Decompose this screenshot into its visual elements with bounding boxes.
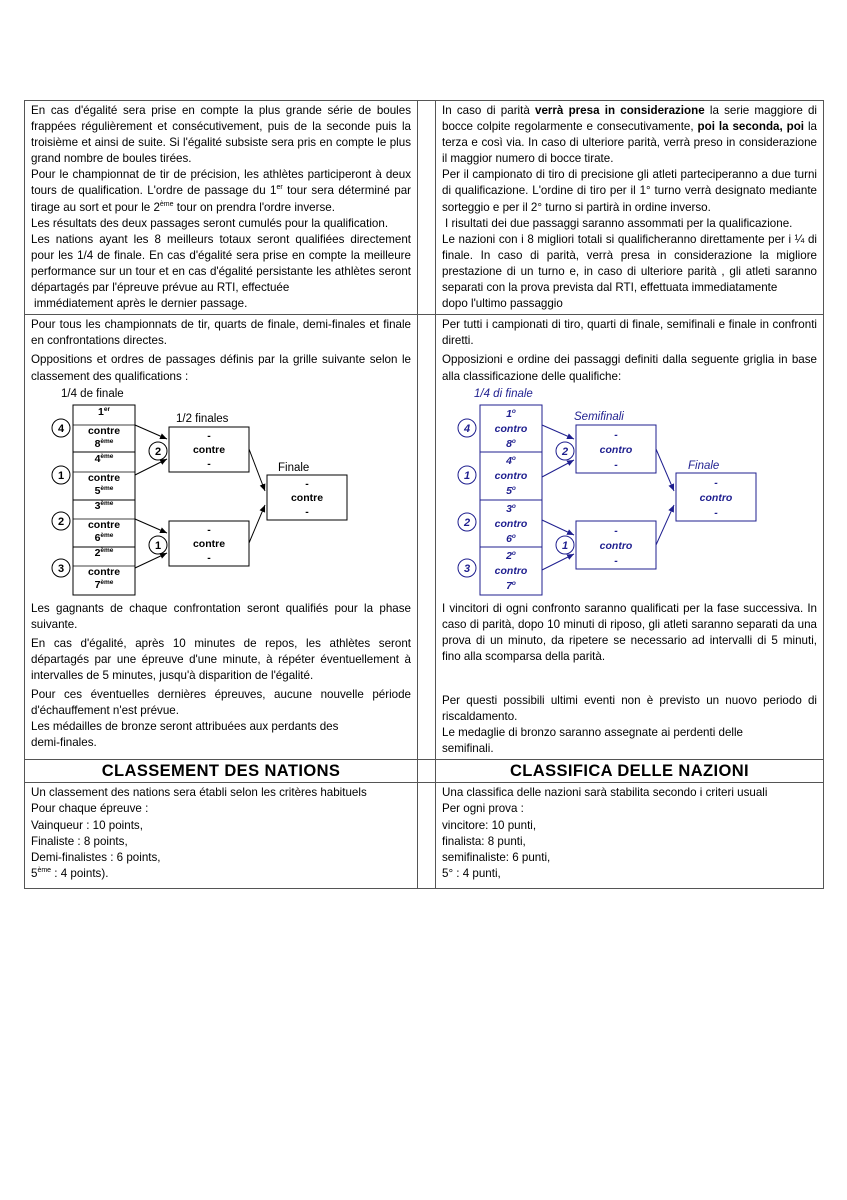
match-vs-label: contre	[87, 471, 121, 484]
match-vs-label: contre	[87, 518, 121, 531]
match-bottom-seed: 8	[506, 437, 512, 450]
match-vs-label: contro	[494, 564, 528, 577]
court-number: 1	[57, 469, 65, 482]
match-top-seed: 3	[506, 502, 512, 515]
match-bottom-suffix: o	[511, 579, 516, 587]
fr-bracket-cell	[25, 315, 418, 760]
court-number: 2	[154, 445, 162, 458]
fr-semifinal-1	[169, 427, 249, 472]
match-top-seed: 1	[98, 405, 104, 418]
dash-label: -	[305, 477, 309, 490]
match-bottom-suffix: o	[511, 532, 516, 540]
dash-label: -	[714, 476, 718, 489]
fr-bronze-text-end: demi-finales.	[31, 736, 97, 750]
match-vs-label: contro	[494, 469, 528, 482]
dash-label: -	[614, 554, 618, 567]
fr-semifinal-2	[169, 521, 249, 566]
dash-label: -	[614, 458, 618, 471]
it-final-title: Finale	[688, 459, 720, 472]
fr-section-heading: CLASSEMENT DES NATIONS	[25, 760, 418, 783]
match-bottom-seed: 5	[506, 484, 512, 497]
fr-ranking-semi: Demi-finalistes : 6 points,	[31, 850, 161, 864]
fr-cumulated-results-text: Les résultats des deux passages seront cumulés pour la qualification.	[31, 216, 389, 230]
fr-ranking-intro: Un classement des nations sera établi selon les critères habituels	[31, 786, 367, 800]
fr-semifinal-title: 1/2 finales	[176, 412, 229, 425]
fr-final-box	[267, 475, 347, 520]
fr-tie-rest-text: En cas d'égalité, après 10 minutes de repos, les athlètes seront départagés par une épreuve d'une minute, à répéter éventuellement à intervalles de 5 minutes, jusqu'à disparition de l'égalité.	[31, 636, 411, 682]
it-ranking-fifth: 5° : 4 punti,	[442, 866, 501, 880]
it-semifinal-2	[576, 521, 656, 569]
dash-label: -	[614, 428, 618, 441]
match-bottom-suffix: o	[511, 437, 516, 445]
it-direct-matches-text: Per tutti i campionati di tiro, quarti di finale, semifinali e finale in confronti diretti.	[442, 318, 817, 348]
fr-quarterfinal-qualification-text: Les nations ayant les 8 meilleurs totaux seront qualifiées directement pour les 1/4 de finale. En cas d'égalité sera prise en compte la meilleure performance sur un tour et en cas d'égalité persistante les athlètes seront départagés par l'épreuve prévue au RTI, effectuée	[31, 232, 411, 295]
match-top-suffix: ème	[100, 546, 114, 554]
column-gap	[418, 315, 436, 760]
match-bottom-seed: 5	[94, 484, 101, 497]
table-row-bracket	[25, 315, 824, 760]
match-top-seed: 4	[506, 454, 512, 467]
match-top-suffix: o	[511, 407, 516, 415]
court-number: 1	[561, 539, 569, 552]
court-number: 4	[463, 422, 471, 435]
court-number: 4	[57, 422, 65, 435]
match-top-suffix: o	[511, 454, 516, 462]
column-gap	[418, 101, 436, 315]
match-bottom-suffix: o	[511, 484, 516, 492]
court-number: 2	[57, 515, 65, 528]
match-vs-label: contre	[87, 424, 121, 437]
it-bracket-diagram	[442, 387, 818, 599]
match-bottom-suffix: ème	[100, 484, 114, 492]
fr-qualification-rounds-text: Pour le championnat de tir de précision, les athlètes participeront à deux tours de qualification. L'ordre de passage du 1er tour sera déterminé par tirage au sort et pour le 2ème tour on prendra l'ordre inverse.	[31, 168, 411, 214]
match-vs-label: contre	[290, 491, 324, 504]
dash-label: -	[207, 551, 211, 564]
match-top-suffix: ème	[100, 452, 114, 460]
match-vs-label: contro	[599, 539, 633, 552]
fr-ranking-each: Pour chaque épreuve :	[31, 802, 149, 816]
it-tiebreak-text: In caso di parità verrà presa in considerazione la serie maggiore di bocce colpite regolarmente e consecutivamente, poi la seconda, poi la terza e così via. In caso di ulteriore parità, verrà preso in considerazione il maggior numero di bocce tirate.	[442, 104, 818, 166]
it-final-box	[676, 473, 756, 521]
it-bronze-text: Le medaglie di bronzo saranno assegnate ai perdenti delle	[442, 726, 744, 740]
fr-quarterfinal-title: 1/4 de finale	[61, 387, 124, 400]
it-court-circles-quarter	[458, 419, 476, 577]
match-vs-label: contro	[599, 443, 633, 456]
match-top-suffix: o	[511, 549, 516, 557]
court-number: 2	[561, 445, 569, 458]
court-number: 3	[57, 562, 65, 575]
table-row-tiebreak	[25, 101, 824, 315]
it-bracket-cell	[436, 315, 824, 760]
it-tiebreak-cell	[436, 101, 824, 315]
bilingual-rules-table	[24, 100, 824, 889]
fr-court-circles-semi	[149, 442, 167, 554]
fr-winners-text: Les gagnants de chaque confrontation seront qualifiés pour la phase suivante.	[31, 601, 411, 631]
dash-label: -	[714, 506, 718, 519]
match-bottom-suffix: ème	[100, 531, 114, 539]
it-last-pass-text: dopo l'ultimo passaggio	[442, 297, 563, 311]
dash-label: -	[207, 457, 211, 470]
match-top-seed: 4	[94, 452, 101, 465]
match-top-suffix: ème	[100, 499, 114, 507]
court-number: 3	[463, 562, 471, 575]
court-number: 1	[154, 539, 162, 552]
column-gap	[418, 760, 436, 783]
it-ranking-winner: vincitore: 10 punti,	[442, 818, 537, 832]
match-vs-label: contro	[494, 517, 528, 530]
it-semifinal-1	[576, 425, 656, 473]
match-vs-label: contro	[699, 491, 733, 504]
fr-ranking-cell	[25, 783, 418, 889]
match-bottom-seed: 6	[94, 531, 101, 544]
it-ranking-semi: semifinaliste: 6 punti,	[442, 850, 551, 864]
fr-tiebreak-text: En cas d'égalité sera prise en compte la plus grande série de boules frappées régulièrement et consécutivement, puis de la seconde puis la troisième et ainsi de suite. Si l'égalité subsiste sera pris en compte le plus grand nombre de boules tirées.	[31, 104, 411, 166]
fr-tiebreak-cell	[25, 101, 418, 315]
court-number: 1	[463, 469, 471, 482]
match-top-seed: 2	[506, 549, 512, 562]
it-winners-text: I vincitori di ogni confronto saranno qualificati per la fase successiva. In caso di parità, dopo 10 minuti di riposo, gli atleti saranno separati da una prova di un minuto, da ripetere se necessario ad intervalli di 5 minuti, fino alla scomparsa della parità.	[442, 601, 817, 663]
dash-label: -	[207, 523, 211, 536]
it-cumulated-results-text: I risultati dei due passaggi saranno assommati per la qualificazione.	[445, 216, 793, 230]
it-quarterfinal-qualification-text: Le nazioni con i 8 migliori totali si qualificheranno direttamente per i ¼ di finale. In caso di parità, verrà presa in considerazione la migliore prestazione di un turno e, in caso di ulteriore parità , gli atleti saranno separati con la prova prevista dal RTI, effettuata immediatamente	[442, 232, 817, 295]
match-bottom-seed: 6	[506, 532, 512, 545]
it-ranking-cell	[436, 783, 824, 889]
match-top-suffix: er	[103, 405, 110, 413]
fr-last-pass-text: immédiatement après le dernier passage.	[34, 297, 248, 311]
match-vs-label: contre	[87, 565, 121, 578]
match-top-seed: 2	[94, 546, 101, 559]
match-vs-label: contro	[494, 422, 528, 435]
fr-final-title: Finale	[278, 461, 310, 474]
fr-bronze-text: Les médailles de bronze seront attribuées aux perdants des	[31, 720, 339, 734]
match-top-suffix: o	[511, 502, 516, 510]
dash-label: -	[305, 505, 309, 518]
it-quarterfinal-title: 1/4 di finale	[474, 387, 533, 400]
match-bottom-seed: 7	[94, 578, 101, 591]
fr-bracket-intro-text: Oppositions et ordres de passages définis par la grille suivante selon le classement des qualifications :	[31, 353, 411, 383]
court-number: 2	[463, 516, 471, 529]
fr-court-circles-quarter	[52, 419, 70, 577]
fr-ranking-winner: Vainqueur : 10 points,	[31, 818, 143, 832]
match-top-seed: 3	[94, 499, 101, 512]
match-bottom-seed: 8	[94, 437, 101, 450]
match-bottom-suffix: ème	[100, 578, 114, 586]
match-bottom-suffix: ème	[100, 437, 114, 445]
it-qualification-rounds-text: Per il campionato di tiro di precisione gli atleti parteciperanno a due turni di qualificazione. L'ordine di tiro per il 1° turno verrà designato mediante sorteggio e per il 2° turno si partirà in ordine inverso.	[442, 168, 817, 214]
match-top-seed: 1	[506, 407, 512, 420]
column-gap	[418, 783, 436, 889]
it-ranking-finalist: finalista: 8 punti,	[442, 834, 526, 848]
dash-label: -	[207, 429, 211, 442]
match-vs-label: contre	[192, 537, 226, 550]
dash-label: -	[614, 524, 618, 537]
table-row-heading	[25, 760, 824, 783]
table-row-ranking	[25, 783, 824, 889]
fr-warmup-text: Pour ces éventuelles dernières épreuves, aucune nouvelle période d'échauffement n'est prévue.	[31, 688, 411, 718]
it-section-heading: CLASSIFICA DELLE NAZIONI	[436, 760, 824, 783]
fr-bracket-diagram	[31, 387, 411, 599]
fr-ranking-fifth: 5ème : 4 points).	[31, 866, 109, 880]
fr-direct-matches-text: Pour tous les championnats de tir, quarts de finale, demi-finales et finale en confrontations directes.	[31, 318, 411, 348]
match-bottom-seed: 7	[506, 579, 512, 592]
fr-ranking-finalist: Finaliste : 8 points,	[31, 834, 128, 848]
it-semifinal-title: Semifinali	[574, 410, 624, 423]
it-warmup-text: Per questi possibili ultimi eventi non è previsto un nuovo periodo di riscaldamento.	[442, 693, 817, 724]
it-ranking-intro: Una classifica delle nazioni sarà stabilita secondo i criteri usuali	[442, 786, 768, 800]
it-bronze-text-end: semifinali.	[442, 742, 494, 756]
match-vs-label: contre	[192, 443, 226, 456]
it-bracket-intro-text: Opposizioni e ordine dei passaggi definiti dalla seguente griglia in base alla classificazione delle qualifiche:	[442, 353, 817, 383]
it-court-circles-semi	[556, 442, 574, 554]
it-ranking-each: Per ogni prova :	[442, 802, 524, 816]
